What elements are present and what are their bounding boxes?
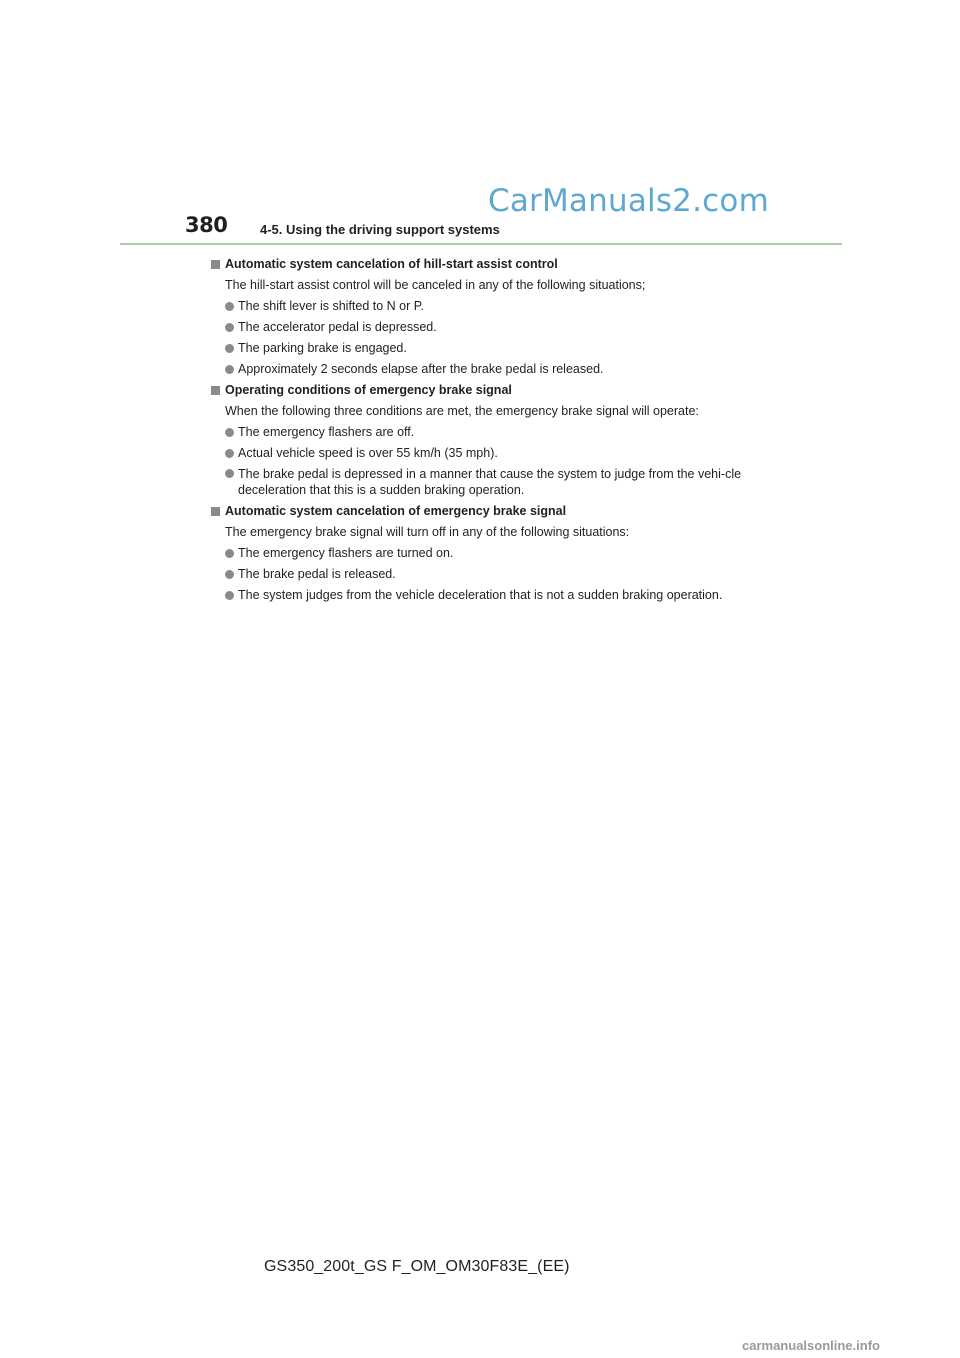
list-item bbox=[210, 543, 810, 564]
list-item bbox=[210, 359, 810, 380]
section-intro: The emergency brake signal will turn off in any of the following situations: bbox=[225, 525, 630, 539]
circle-bullet-icon bbox=[225, 469, 234, 478]
heading-text: Automatic system cancelation of emergency brake signal bbox=[225, 504, 567, 518]
list-item bbox=[210, 296, 810, 317]
section-heading bbox=[210, 254, 810, 275]
circle-bullet-icon bbox=[225, 323, 234, 332]
section-intro: When the following three conditions are met, the emergency brake signal will operate: bbox=[225, 404, 699, 418]
document-code-footer: GS350_200t_GS F_OM_OM30F83E_(EE) bbox=[264, 1258, 570, 1275]
list-item-text: The brake pedal is released. bbox=[238, 567, 396, 581]
list-item-text: The emergency flashers are off. bbox=[238, 425, 415, 439]
list-item bbox=[210, 338, 810, 359]
section-title: 4-5. Using the driving support systems bbox=[260, 222, 500, 237]
list-item-text: The emergency flashers are turned on. bbox=[238, 546, 454, 560]
watermark-top: CarManuals2.com bbox=[488, 183, 769, 219]
section-emergency-brake-cancel bbox=[210, 501, 810, 606]
heading-text: Operating conditions of emergency brake signal bbox=[225, 383, 512, 397]
list-item-text: The parking brake is engaged. bbox=[238, 341, 407, 355]
circle-bullet-icon bbox=[225, 302, 234, 311]
circle-bullet-icon bbox=[225, 428, 234, 437]
page-number: 380 bbox=[185, 213, 228, 237]
heading-text: Automatic system cancelation of hill-start assist control bbox=[225, 257, 558, 271]
circle-bullet-icon bbox=[225, 344, 234, 353]
section-heading bbox=[210, 380, 810, 401]
section-emergency-brake-conditions bbox=[210, 380, 810, 501]
section-intro: The hill-start assist control will be canceled in any of the following situations; bbox=[225, 278, 646, 292]
circle-bullet-icon bbox=[225, 449, 234, 458]
list-item-text: The brake pedal is depressed in a manner that cause the system to judge from the vehi-cle deceleration that this is a sudden braking operation. bbox=[238, 467, 742, 497]
circle-bullet-icon bbox=[225, 591, 234, 600]
list-item bbox=[210, 464, 758, 501]
list-item bbox=[210, 317, 810, 338]
page-header bbox=[185, 213, 845, 245]
square-bullet-icon bbox=[211, 260, 220, 269]
list-item-text: The accelerator pedal is depressed. bbox=[238, 320, 437, 334]
list-item bbox=[210, 422, 810, 443]
section-heading bbox=[210, 501, 810, 522]
page-content bbox=[210, 254, 810, 606]
section-hill-start-cancel bbox=[210, 254, 810, 380]
watermark-bottom: carmanualsonline.info bbox=[742, 1338, 880, 1353]
list-item-text: The shift lever is shifted to N or P. bbox=[238, 299, 424, 313]
list-item bbox=[210, 564, 810, 585]
header-rule bbox=[120, 243, 842, 245]
list-item bbox=[210, 585, 810, 606]
list-item-text: The system judges from the vehicle deceleration that is not a sudden braking operation. bbox=[238, 588, 723, 602]
list-item-text: Actual vehicle speed is over 55 km/h (35 mph). bbox=[238, 446, 498, 460]
square-bullet-icon bbox=[211, 507, 220, 516]
circle-bullet-icon bbox=[225, 365, 234, 374]
list-item bbox=[210, 443, 810, 464]
square-bullet-icon bbox=[211, 386, 220, 395]
circle-bullet-icon bbox=[225, 570, 234, 579]
circle-bullet-icon bbox=[225, 549, 234, 558]
list-item-text: Approximately 2 seconds elapse after the brake pedal is released. bbox=[238, 362, 604, 376]
